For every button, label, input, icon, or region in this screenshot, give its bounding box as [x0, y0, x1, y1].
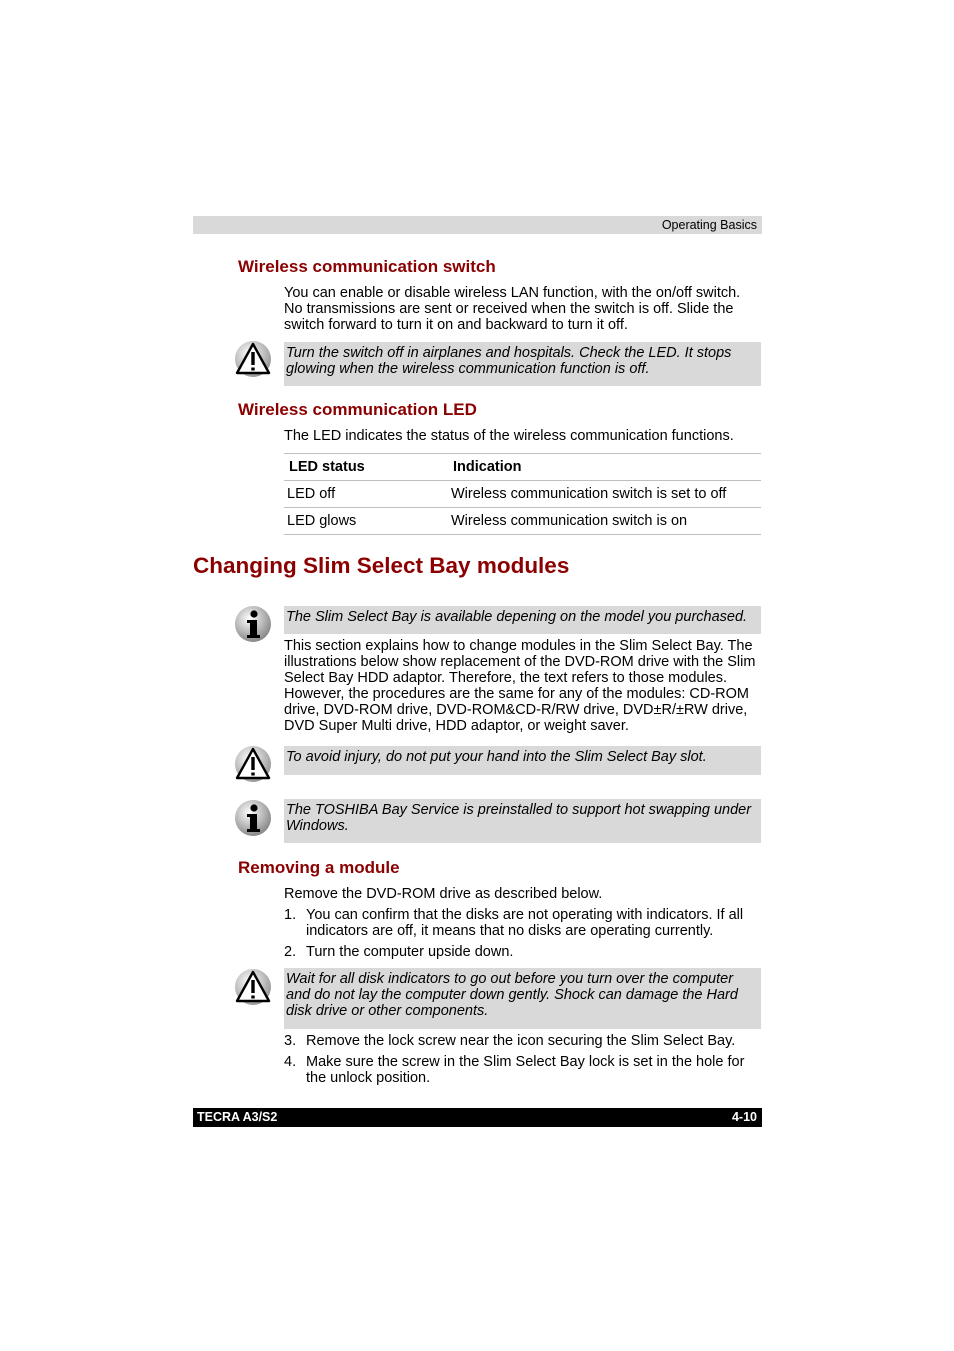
- running-header: [193, 216, 762, 234]
- table-header-indication: Indication: [448, 454, 761, 481]
- table-cell: Wireless communication switch is set to off: [448, 481, 761, 508]
- heading-wireless-switch: Wireless communication switch: [238, 257, 496, 276]
- caution-note-slot: To avoid injury, do not put your hand into the Slim Select Bay slot.: [284, 746, 761, 775]
- step-text: You can confirm that the disks are not operating with indicators. If all indicators are off, it means that no disks are operating currently.: [306, 907, 744, 939]
- table-cell: LED off: [284, 481, 448, 508]
- table-row: [284, 508, 761, 535]
- table-row: [284, 481, 761, 508]
- caution-icon: [234, 745, 272, 783]
- heading-wireless-led: Wireless communication LED: [238, 400, 477, 419]
- step-number: 3.: [284, 1033, 297, 1049]
- caution-note-switch: Turn the switch off in airplanes and hospitals. Check the LED. It stops glowing when the wireless communication function is off.: [284, 342, 761, 386]
- caution-icon: [234, 968, 272, 1006]
- running-footer: [193, 1108, 762, 1127]
- table-header-row: [284, 454, 761, 481]
- table-cell: LED glows: [284, 508, 448, 535]
- footer-model: TECRA A3/S2: [197, 1110, 278, 1124]
- caution-icon: [234, 340, 272, 378]
- info-note-availability: The Slim Select Bay is available depening on the model you purchased.: [284, 606, 761, 634]
- info-icon: [234, 605, 272, 643]
- paragraph-slim-select-bay: This section explains how to change modules in the Slim Select Bay. The illustrations below show replacement of the DVD-ROM drive with the Slim Select Bay HDD adaptor. Therefore, the text refers to those modules. However, the procedures are the same for any of the modules: CD-ROM drive, DVD-ROM drive, DVD-ROM&CD-R/RW drive, DVD±R/±RW drive, DVD Super Multi drive, HDD adaptor, or weight saver.: [284, 638, 756, 734]
- step-text: Make sure the screw in the Slim Select Bay lock is set in the hole for the unlock position.: [306, 1054, 745, 1086]
- page-number: 4-10: [731, 1110, 757, 1124]
- step-text: Remove the lock screw near the icon securing the Slim Select Bay.: [306, 1033, 736, 1049]
- caution-note-disk-indicators: Wait for all disk indicators to go out before you turn over the computer and do not lay the computer down gently. Shock can damage the Hard disk drive or other components.: [284, 968, 761, 1029]
- table-header-led-status: LED status: [284, 454, 448, 481]
- heading-changing-slim-select-bay: Changing Slim Select Bay modules: [193, 553, 570, 578]
- led-status-table: [284, 453, 761, 535]
- step-number: 1.: [284, 907, 297, 923]
- table-cell: Wireless communication switch is on: [448, 508, 761, 535]
- info-icon: [234, 799, 272, 837]
- paragraph-wireless-switch: You can enable or disable wireless LAN function, with the on/off switch. No transmissions are sent or received when the switch is off. Slide the switch forward to turn it on and backward to turn it off.: [284, 285, 741, 333]
- paragraph-wireless-led: The LED indicates the status of the wireless communication functions.: [284, 428, 734, 444]
- heading-removing-module: Removing a module: [238, 858, 400, 877]
- paragraph-removing-intro: Remove the DVD-ROM drive as described below.: [284, 886, 603, 902]
- step-text: Turn the computer upside down.: [306, 944, 514, 960]
- info-note-bay-service: The TOSHIBA Bay Service is preinstalled to support hot swapping under Windows.: [284, 799, 761, 843]
- step-number: 2.: [284, 944, 297, 960]
- header-section-title: Operating Basics: [661, 218, 757, 232]
- step-number: 4.: [284, 1054, 297, 1070]
